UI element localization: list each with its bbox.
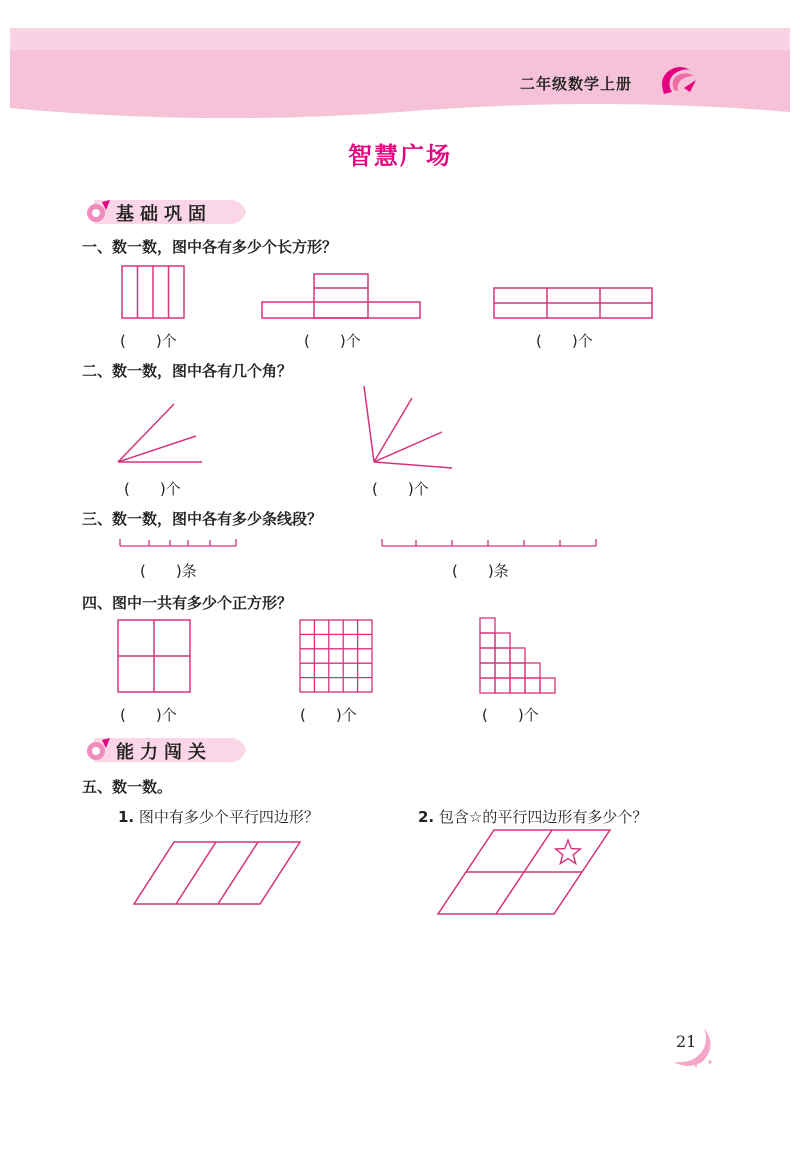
figure-segments-1 bbox=[118, 536, 238, 550]
section-tab-basic bbox=[80, 198, 250, 226]
figure-segments-2 bbox=[380, 536, 598, 550]
book-title: 二年级数学上册 bbox=[520, 75, 633, 93]
sub-question-5-2 bbox=[418, 806, 647, 827]
question-1: 一、数一数，图中各有多少个长方形？ bbox=[82, 238, 338, 256]
sub-question-text: 包含☆的平行四边形有多少个？ bbox=[438, 808, 648, 826]
answer-blank-1-1[interactable]: ( )个 bbox=[120, 332, 177, 350]
figure-parallelograms-2 bbox=[434, 826, 614, 918]
sub-question-5-1 bbox=[118, 806, 319, 827]
sub-question-number: 2. bbox=[418, 808, 435, 826]
sub-question-text: 图中有多少个平行四边形？ bbox=[138, 808, 319, 826]
figure-staircase-squares bbox=[478, 616, 558, 696]
answer-blank-2-1[interactable]: ( )个 bbox=[124, 480, 181, 498]
answer-blank-4-1[interactable]: ( )个 bbox=[120, 706, 177, 724]
question-5: 五、数一数。 bbox=[82, 778, 173, 796]
figure-rectangles-2 bbox=[260, 272, 422, 320]
star-icon bbox=[554, 838, 582, 866]
figure-rectangles-1 bbox=[120, 264, 186, 320]
answer-blank-1-3[interactable]: ( )个 bbox=[536, 332, 593, 350]
answer-blank-4-3[interactable]: ( )个 bbox=[482, 706, 539, 724]
section-tab-challenge bbox=[80, 736, 250, 764]
sub-question-number: 1. bbox=[118, 808, 135, 826]
answer-blank-2-2[interactable]: ( )个 bbox=[372, 480, 429, 498]
figure-angles-2 bbox=[360, 384, 456, 470]
question-3: 三、数一数，图中各有多少条线段？ bbox=[82, 510, 323, 528]
logo-swirl-icon bbox=[656, 60, 700, 100]
page-number: 21 bbox=[676, 1032, 697, 1051]
question-4: 四、图中一共有多少个正方形？ bbox=[82, 594, 293, 612]
answer-blank-3-1[interactable]: ( )条 bbox=[140, 562, 197, 580]
answer-blank-4-2[interactable]: ( )个 bbox=[300, 706, 357, 724]
page-title: 智慧广场 bbox=[348, 142, 452, 170]
figure-squares-2 bbox=[298, 618, 374, 694]
section-label-challenge: 能力闯关 bbox=[116, 742, 212, 763]
answer-blank-3-2[interactable]: ( )条 bbox=[452, 562, 509, 580]
figure-angles-1 bbox=[112, 400, 208, 470]
figure-squares-1 bbox=[116, 618, 192, 694]
question-2: 二、数一数，图中各有几个角？ bbox=[82, 362, 293, 380]
figure-parallelograms-1 bbox=[130, 838, 306, 908]
figure-rectangles-3 bbox=[492, 286, 654, 320]
flower-icon bbox=[84, 736, 114, 764]
section-label-basic: 基础巩固 bbox=[116, 204, 212, 225]
flower-icon bbox=[84, 198, 114, 226]
answer-blank-1-2[interactable]: ( )个 bbox=[304, 332, 361, 350]
